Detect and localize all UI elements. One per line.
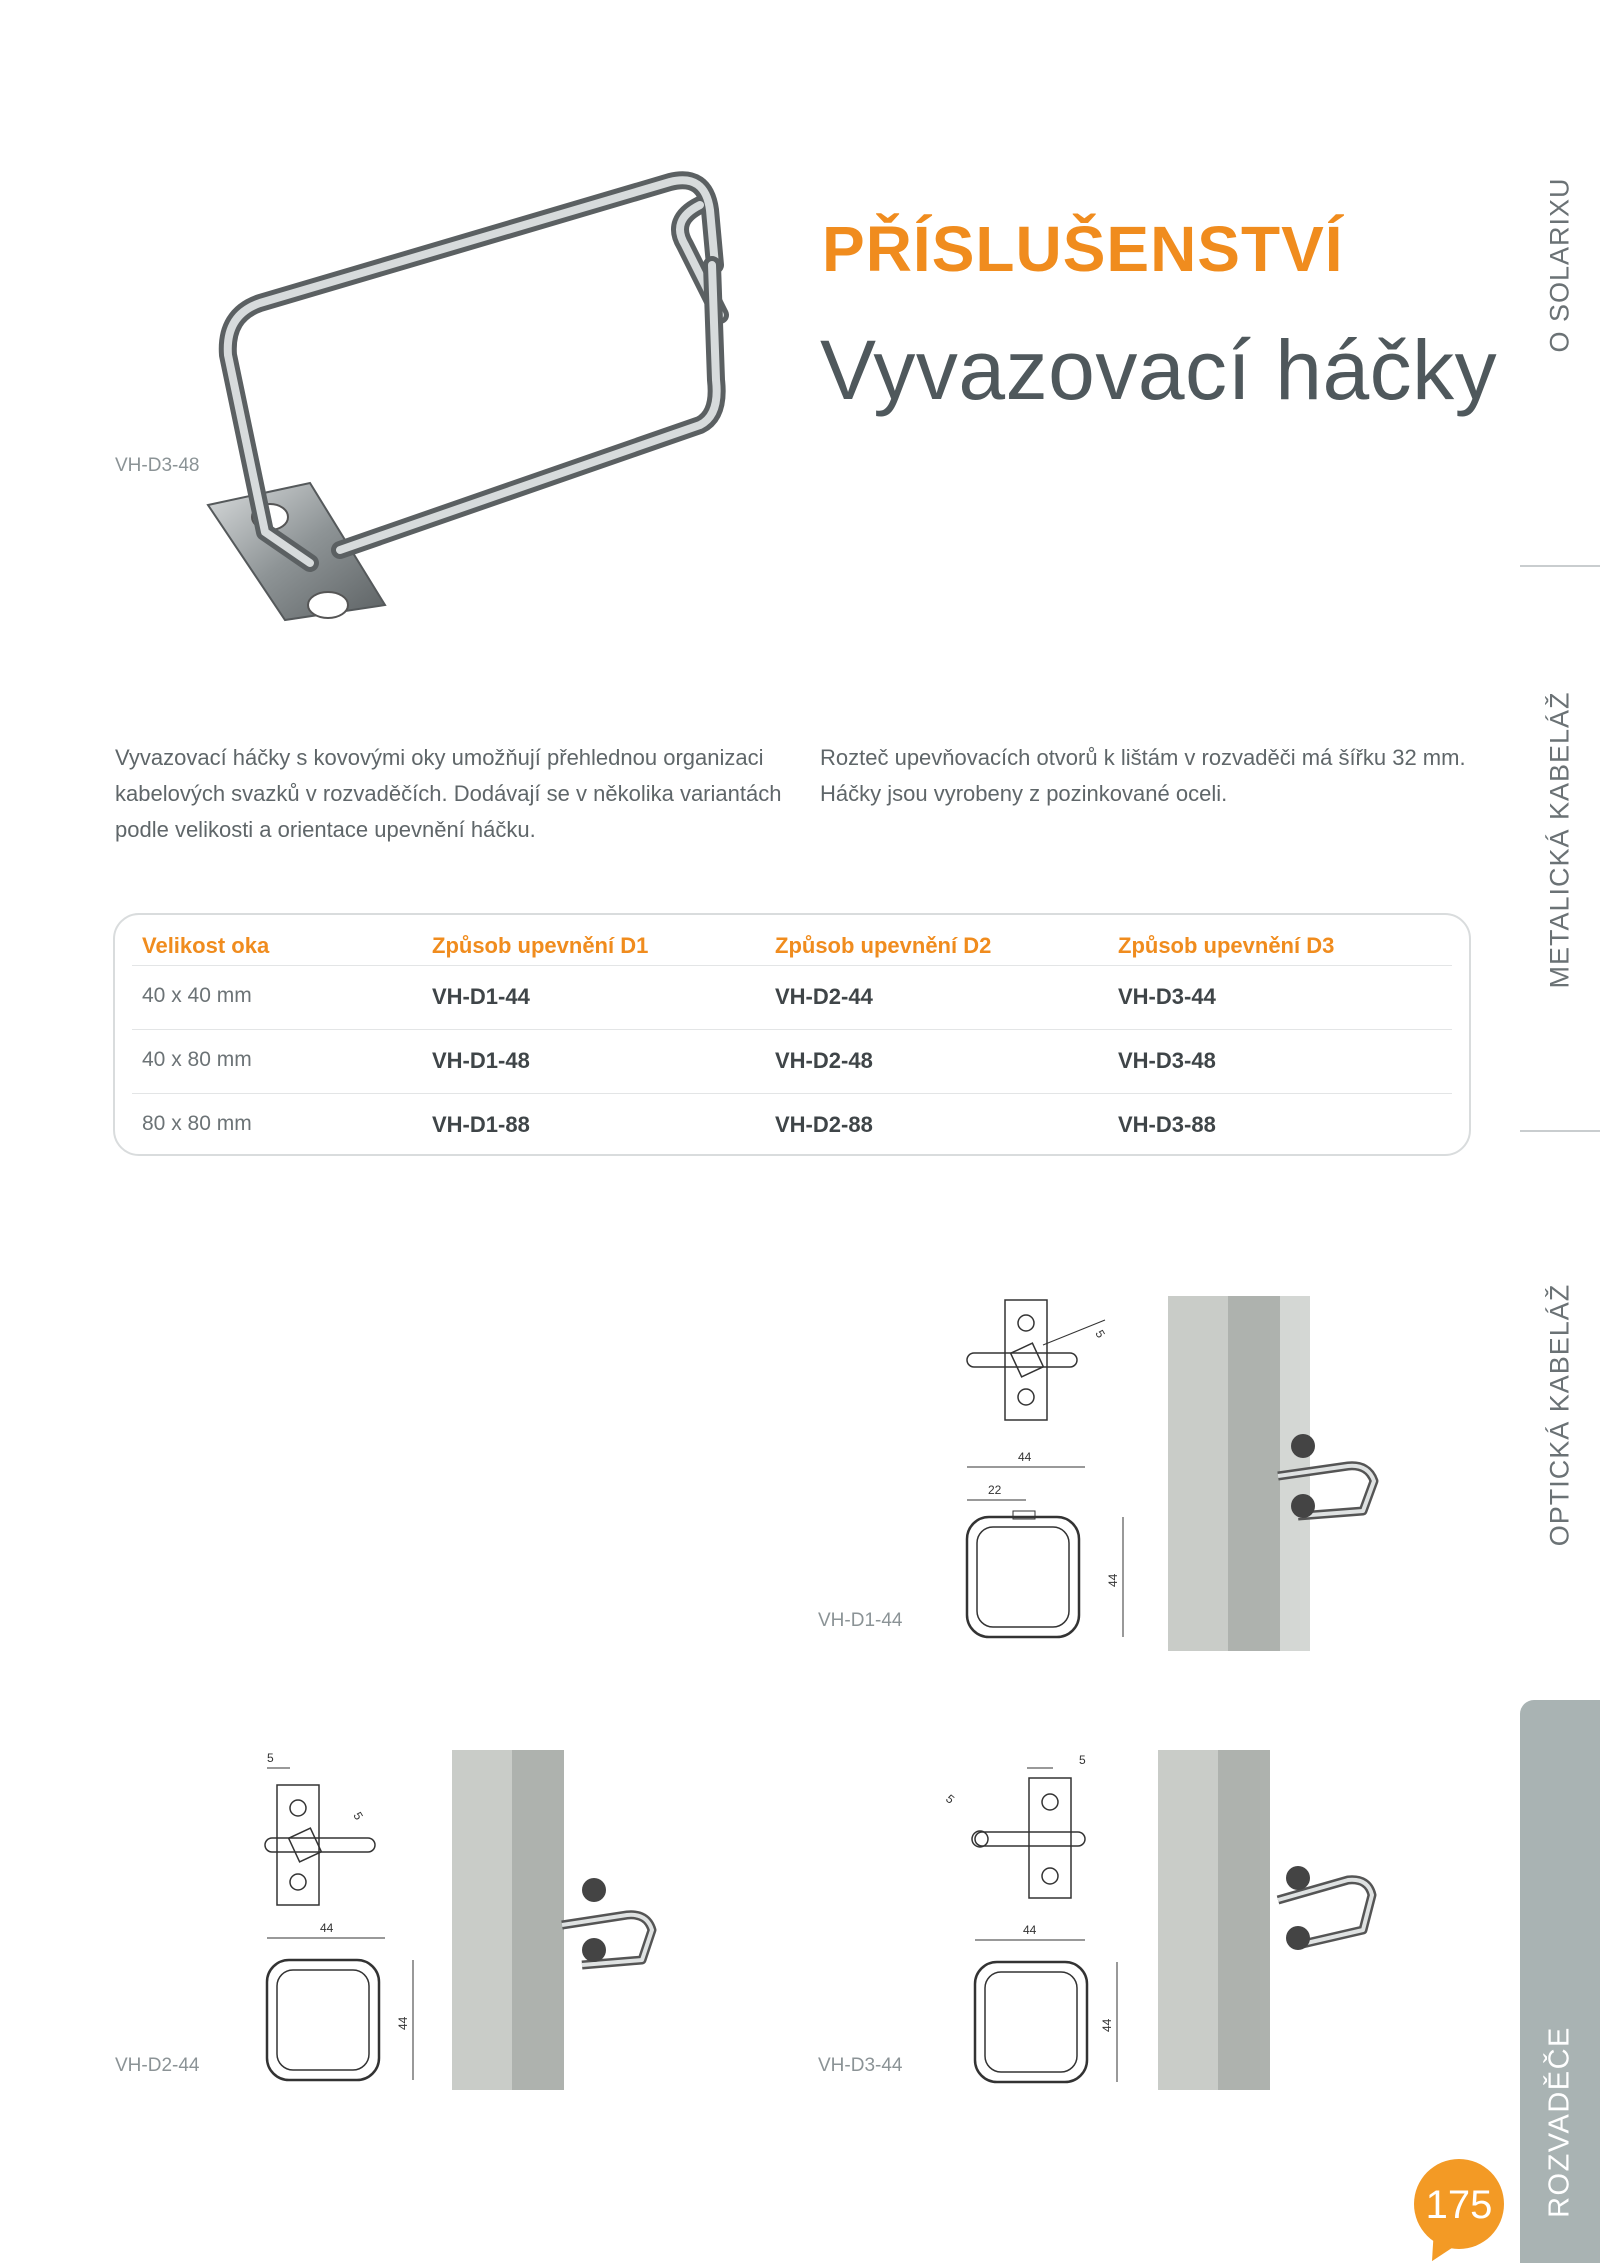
dimension-label: 44	[1023, 1923, 1037, 1937]
col-header: Způsob upevnění D3	[1118, 933, 1335, 958]
side-tab-metalicka-kabelaz[interactable]	[1520, 660, 1600, 1020]
table-cell: 80 x 80 mm	[142, 1112, 252, 1135]
description-right: Rozteč upevňovacích otvorů k lištám v rozvaděči má šířku 32 mm. Háčky jsou vyrobeny z pozinkované oceli.	[820, 745, 1466, 806]
side-tab-rozvadece[interactable]	[1520, 1700, 1600, 2263]
dimension-label: 5	[1092, 1327, 1108, 1341]
table-cell: VH-D3-44	[1118, 984, 1216, 1009]
table-cell: VH-D1-48	[432, 1048, 530, 1073]
d2-rack-photo	[452, 1750, 682, 2090]
side-divider	[1520, 1130, 1600, 1132]
side-tab-label: O SOLARIXU	[1544, 177, 1575, 353]
dimension-label: 44	[396, 2016, 410, 2030]
table-cell: VH-D2-44	[775, 984, 873, 1009]
side-divider	[1520, 565, 1600, 567]
row-divider	[132, 965, 1452, 966]
category-heading: PŘÍSLUŠENSTVÍ	[822, 213, 1344, 285]
col-header: Velikost oka	[142, 933, 270, 958]
table-cell: VH-D3-48	[1118, 1048, 1216, 1073]
dimension-label: 44	[1106, 1573, 1120, 1587]
d1-rack-photo	[1168, 1296, 1398, 1651]
d3-technical-drawing	[935, 1750, 1125, 2090]
side-tab-label: OPTICKÁ KABELÁŽ	[1544, 1283, 1575, 1547]
dimension-label: 44	[1018, 1450, 1032, 1464]
d3-rack-photo	[1158, 1750, 1398, 2090]
table-cell: VH-D2-88	[775, 1112, 873, 1137]
description-left: Vyvazovací háčky s kovovými oky umožňují přehlednou organizaci kabelových svazků v rozvaděčích. Dodávají se v několika variantách podle velikosti a orientace upevnění háčku.	[115, 745, 782, 842]
d1-caption: VH-D1-44	[818, 1610, 903, 1631]
page-title: Vyvazovací háčky	[820, 323, 1498, 417]
variants-table	[113, 913, 1471, 1156]
page-number-badge	[1414, 2159, 1504, 2249]
dimension-label: 5	[350, 1809, 366, 1823]
table-cell: 40 x 40 mm	[142, 984, 252, 1007]
d1-technical-drawing	[955, 1295, 1135, 1660]
row-divider	[132, 1029, 1452, 1030]
table-cell: VH-D3-88	[1118, 1112, 1216, 1137]
side-tab-opticka-kabelaz[interactable]	[1520, 1240, 1600, 1590]
d2-technical-drawing	[255, 1750, 430, 2090]
side-tab-label: ROZVADĚČE	[1543, 2026, 1576, 2219]
table-cell: VH-D1-44	[432, 984, 530, 1009]
d3-caption: VH-D3-44	[818, 2055, 903, 2076]
dimension-label: 44	[320, 1921, 334, 1935]
table-cell: 40 x 80 mm	[142, 1048, 252, 1071]
d2-caption: VH-D2-44	[115, 2055, 200, 2076]
main-image-caption: VH-D3-48	[115, 455, 200, 476]
col-header: Způsob upevnění D2	[775, 933, 992, 958]
dimension-label: 5	[1079, 1753, 1086, 1767]
table-cell: VH-D2-48	[775, 1048, 873, 1073]
row-divider	[132, 1093, 1452, 1094]
dimension-label: 22	[988, 1483, 1002, 1497]
dimension-label: 44	[1100, 2018, 1114, 2032]
side-tab-o-solarixu[interactable]	[1520, 140, 1600, 390]
col-header: Způsob upevnění D1	[432, 933, 649, 958]
dimension-label: 5	[267, 1751, 274, 1765]
side-tab-label: METALICKÁ KABELÁŽ	[1544, 691, 1575, 989]
dimension-label: 5	[943, 1791, 958, 1807]
hook-product-image	[200, 165, 760, 665]
table-cell: VH-D1-88	[432, 1112, 530, 1137]
page-number: 175	[1425, 2183, 1493, 2227]
